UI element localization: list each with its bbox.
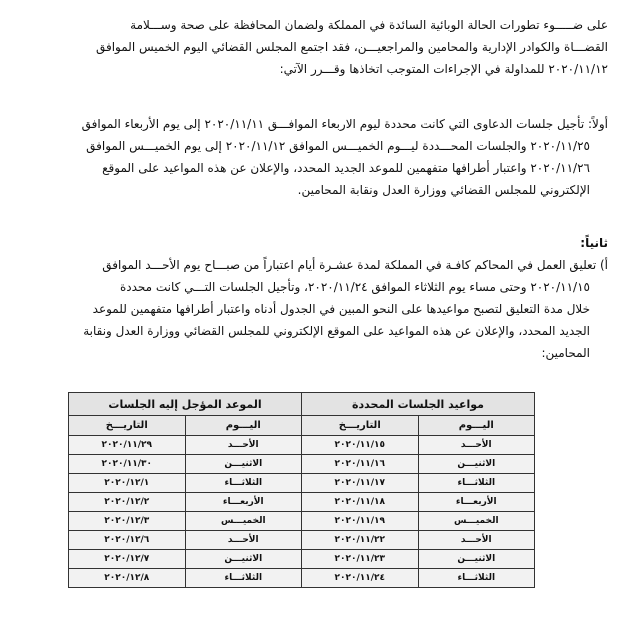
new-date-cell: ٢٠٢٠/١٢/٦ xyxy=(69,531,186,550)
original-day-cell: الاثنيـــن xyxy=(418,455,535,474)
original-date-cell: ٢٠٢٠/١١/١٨ xyxy=(302,493,419,512)
session-schedule-table xyxy=(68,392,535,588)
table-row xyxy=(69,512,535,531)
new-day-cell: الأحـــد xyxy=(185,436,302,455)
second-decision-paragraph xyxy=(30,232,608,364)
new-day-cell: الثلاثـــاء xyxy=(185,569,302,588)
new-date-cell: ٢٠٢٠/١١/٣٠ xyxy=(69,455,186,474)
new-date-cell: ٢٠٢٠/١٢/٨ xyxy=(69,569,186,588)
second-decision-line: خلال مدة التعليق لتصبح مواعيدها على النحو المبين في الجدول أدناه واعتبار أطرافها متفهمين للموعد xyxy=(92,302,590,316)
original-date-cell: ٢٠٢٠/١١/٢٢ xyxy=(302,531,419,550)
intro-line: ٢٠٢٠/١١/١٢ للمداولة في الإجراءات المتوجب اتخاذها وقـــرر الآتي: xyxy=(279,62,608,76)
day-column-header: اليـــوم xyxy=(185,416,302,436)
table-row xyxy=(69,436,535,455)
table-row xyxy=(69,455,535,474)
table-row xyxy=(69,493,535,512)
table-row xyxy=(69,569,535,588)
first-decision-line: أولاً: تأجيل جلسات الدعاوى التي كانت محددة ليوم الاربعاء الموافـــق ٢٠٢٠/١١/١١ إلى يوم الأربعاء الموافق xyxy=(81,117,608,131)
scheduled-sessions-header: مواعيد الجلسات المحددة xyxy=(302,393,535,416)
new-date-cell: ٢٠٢٠/١٢/١ xyxy=(69,474,186,493)
intro-paragraph xyxy=(30,14,608,80)
second-decision-line: أ) تعليق العمل في المحاكم كافـة في المملكة لمدة عشـرة أيام اعتباراً من صبـــاح يوم الأحـــد الموافق xyxy=(102,258,608,272)
table-row xyxy=(69,531,535,550)
date-column-header: التاريـــخ xyxy=(69,416,186,436)
second-decision-line: ٢٠٢٠/١١/١٥ وحتى مساء يوم الثلاثاء الموافق ٢٠٢٠/١١/٢٤، وتأجيل الجلسات التـــي كانت محددة xyxy=(119,280,590,294)
new-date-cell: ٢٠٢٠/١٢/٢ xyxy=(69,493,186,512)
first-decision-paragraph xyxy=(30,113,608,201)
new-day-cell: الثلاثـــاء xyxy=(185,474,302,493)
original-date-cell: ٢٠٢٠/١١/١٧ xyxy=(302,474,419,493)
day-column-header: اليـــوم xyxy=(418,416,535,436)
original-date-cell: ٢٠٢٠/١١/١٥ xyxy=(302,436,419,455)
first-decision-line: الإلكتروني للمجلس القضائي ووزارة العدل ونقابة المحامين. xyxy=(297,183,590,197)
first-decision-line: ٢٠٢٠/١١/٢٥ والجلسات المحـــددة ليـــوم الخميـــس الموافق ٢٠٢٠/١١/١٢ إلى يوم الخميـــس الموافق xyxy=(86,139,590,153)
original-day-cell: الخميـــس xyxy=(418,512,535,531)
original-date-cell: ٢٠٢٠/١١/٢٤ xyxy=(302,569,419,588)
new-date-cell: ٢٠٢٠/١٢/٧ xyxy=(69,550,186,569)
original-day-cell: الأحـــد xyxy=(418,531,535,550)
new-date-cell: ٢٠٢٠/١٢/٣ xyxy=(69,512,186,531)
second-decision-heading: ثانياً: xyxy=(580,236,608,250)
second-decision-line: المحامين: xyxy=(541,346,590,360)
original-day-cell: الثلاثـــاء xyxy=(418,474,535,493)
new-day-cell: الأحـــد xyxy=(185,531,302,550)
original-date-cell: ٢٠٢٠/١١/١٦ xyxy=(302,455,419,474)
new-day-cell: الأربعـــاء xyxy=(185,493,302,512)
intro-line: القضـــاة والكوادر الإدارية والمحامين والمراجعيـــن، فقد اجتمع المجلس القضائي اليوم الخميس الموافق xyxy=(95,40,608,54)
original-date-cell: ٢٠٢٠/١١/٢٣ xyxy=(302,550,419,569)
original-day-cell: الثلاثـــاء xyxy=(418,569,535,588)
intro-line: على ضـــــوء تطورات الحالة الوبائية السائدة في المملكة ولضمان المحافظة على صحة وســـلامة xyxy=(130,18,608,32)
original-day-cell: الأحـــد xyxy=(418,436,535,455)
new-date-cell: ٢٠٢٠/١١/٢٩ xyxy=(69,436,186,455)
new-day-cell: الاثنيـــن xyxy=(185,550,302,569)
original-date-cell: ٢٠٢٠/١١/١٩ xyxy=(302,512,419,531)
date-column-header: التاريـــخ xyxy=(302,416,419,436)
original-day-cell: الاثنيـــن xyxy=(418,550,535,569)
original-day-cell: الأربعـــاء xyxy=(418,493,535,512)
table-row xyxy=(69,550,535,569)
new-day-cell: الخميـــس xyxy=(185,512,302,531)
postponed-sessions-header: الموعد المؤجل إليه الجلسات xyxy=(69,393,302,416)
first-decision-line: ٢٠٢٠/١١/٢٦ واعتبار أطرافها متفهمين للموعد الجديد المحدد، والإعلان عن هذه المواعيد على الموقع xyxy=(102,161,590,175)
second-decision-line: الجديد المحدد، والإعلان عن هذه المواعيد على الموقع الإلكتروني للمجلس القضائي ووزارة العدل ونقابة xyxy=(83,324,590,338)
table-row xyxy=(69,474,535,493)
new-day-cell: الاثنيـــن xyxy=(185,455,302,474)
